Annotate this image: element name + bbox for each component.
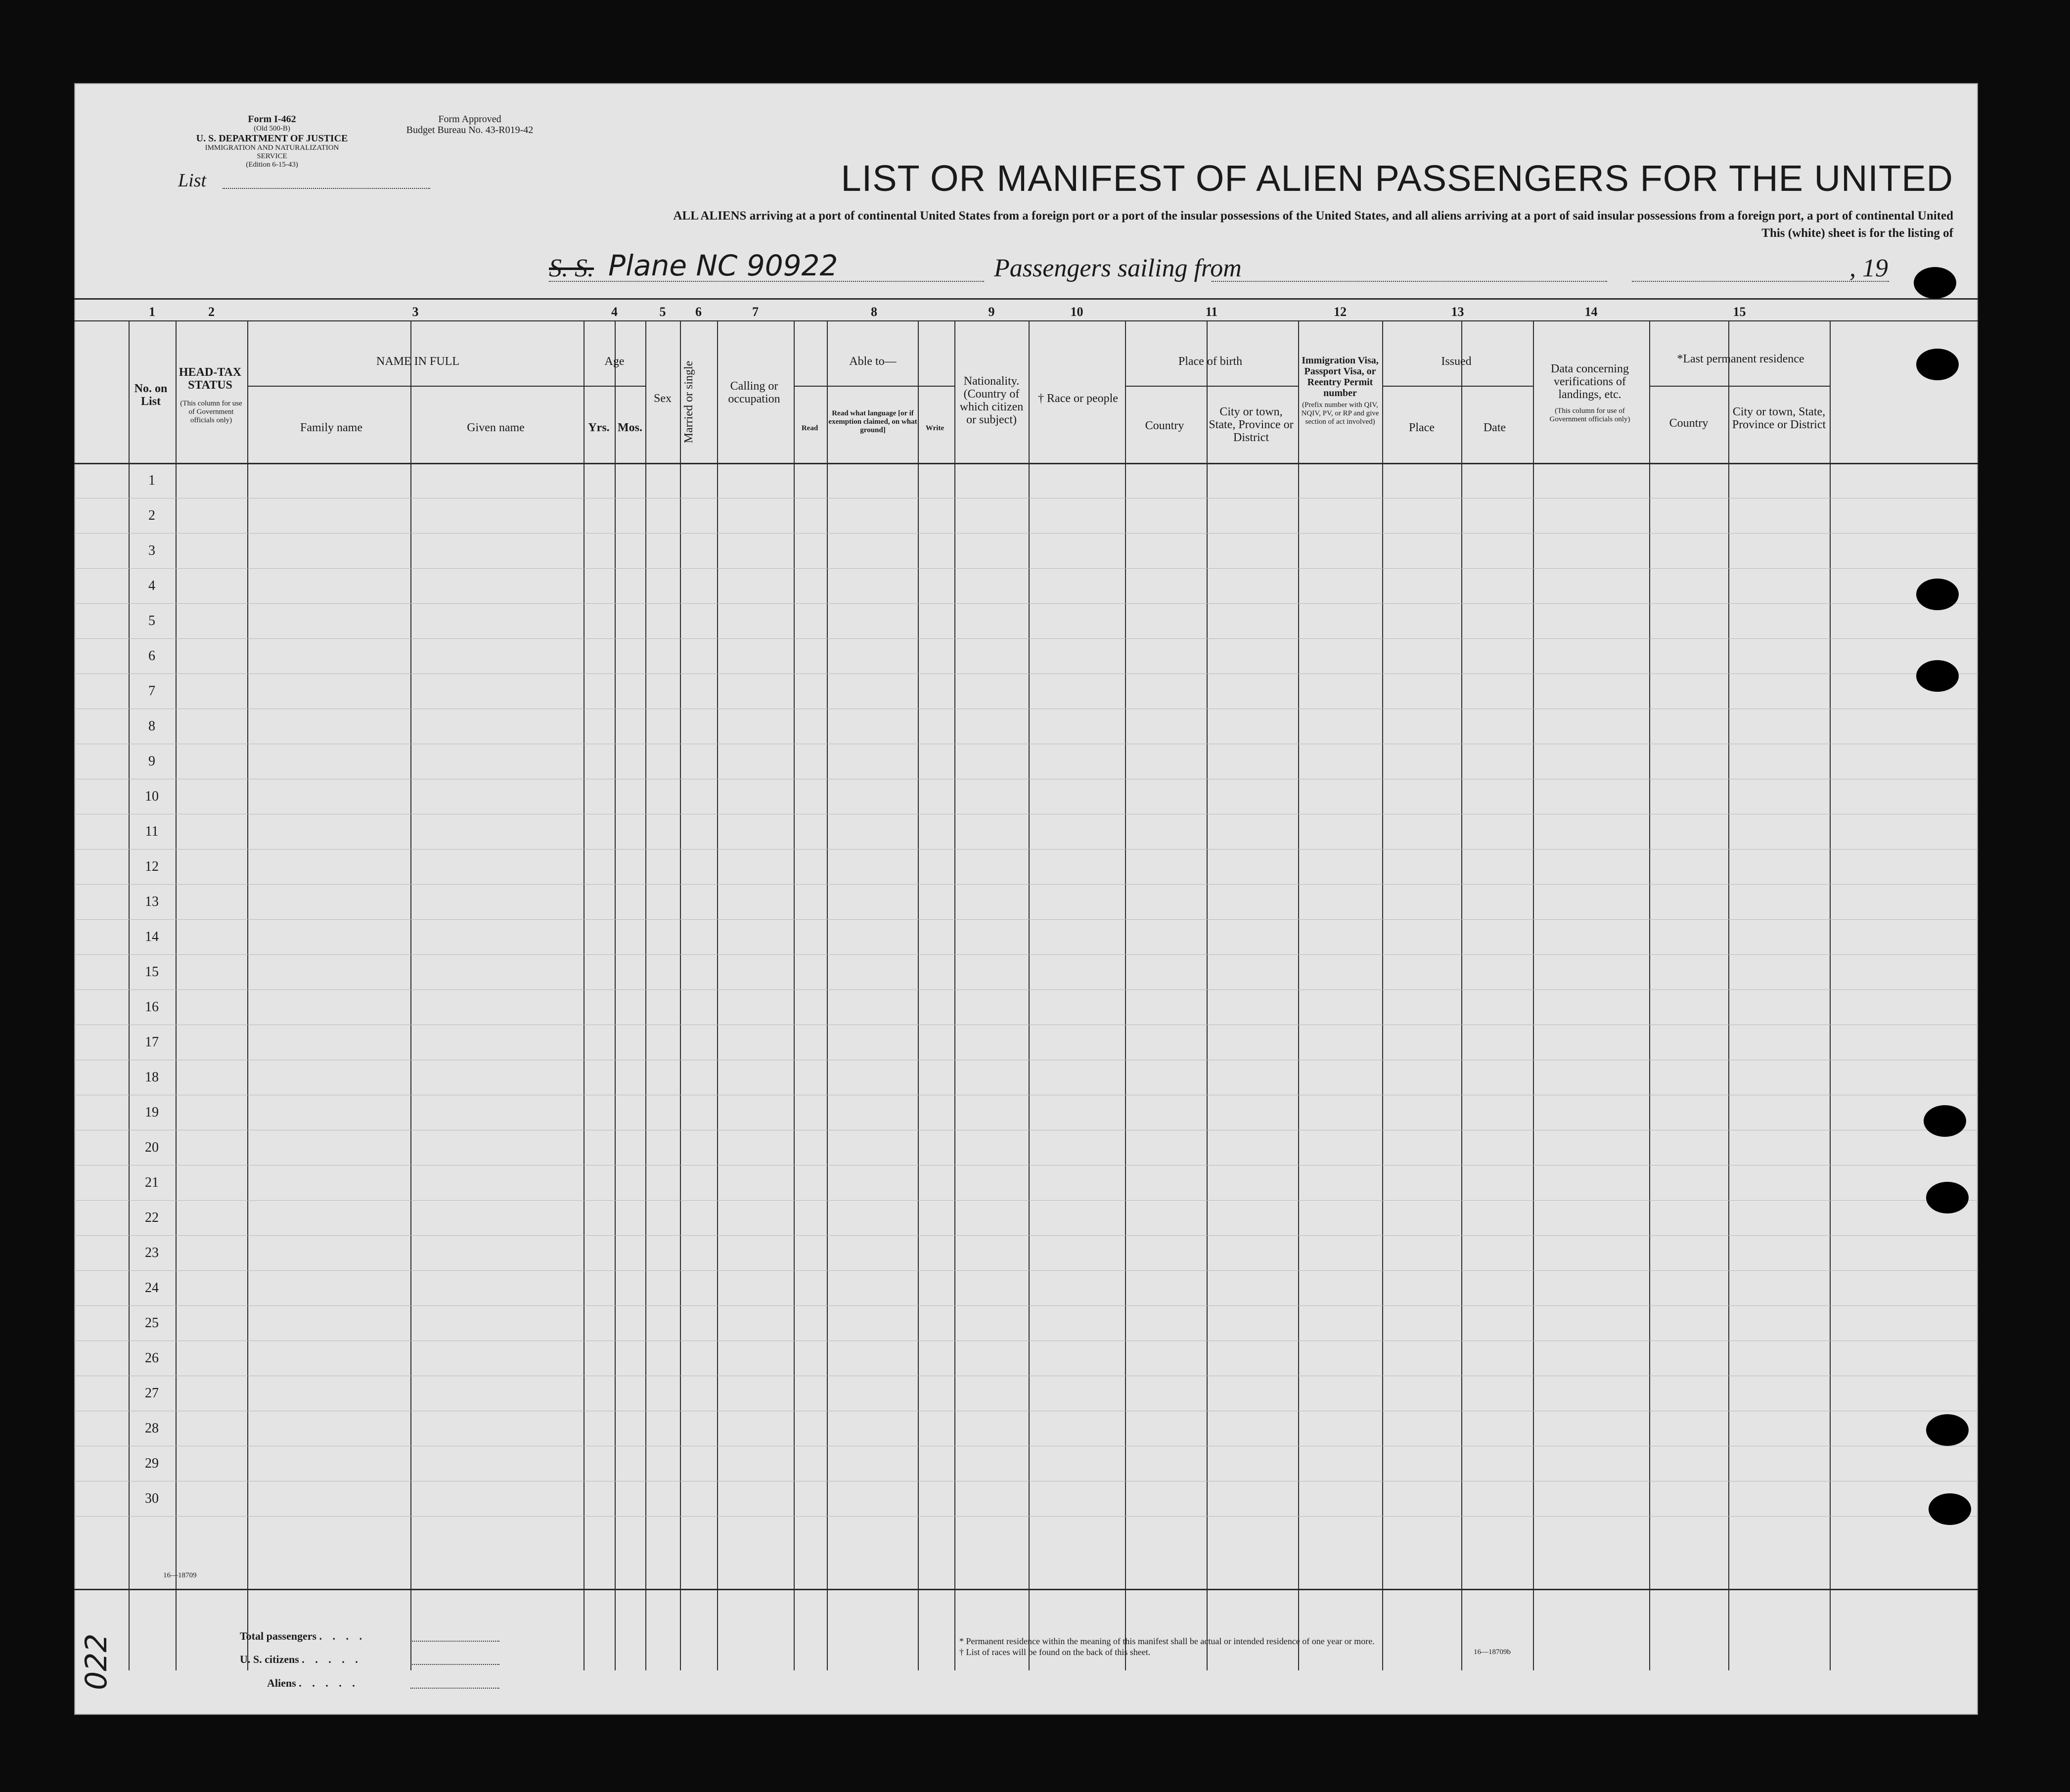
row-number: 24 (145, 1280, 159, 1296)
header-race: † Race or people (1038, 392, 1118, 405)
row-number: 30 (145, 1491, 159, 1506)
row-number: 28 (145, 1421, 159, 1436)
row-rule (74, 1305, 1978, 1306)
punch-hole (1929, 1493, 1971, 1525)
print-code-2: 16—18709b (1474, 1648, 1511, 1656)
row-number: 12 (145, 859, 159, 874)
edition-date: (Edition 6-15-43) (246, 161, 298, 169)
column-divider (1382, 320, 1383, 1670)
column-number-rule (74, 320, 1978, 321)
total-passengers-label: Total passengers (240, 1630, 317, 1642)
row-number: 15 (145, 964, 159, 980)
header-nationality: Nationality. (Country of which citizen or subject) (959, 375, 1024, 426)
row-number: 22 (145, 1210, 159, 1225)
row-number: 7 (148, 683, 155, 699)
page-title: LIST OR MANIFEST OF ALIEN PASSENGERS FOR THE UNITED (841, 158, 1953, 199)
subheader-rule (794, 386, 954, 387)
column-divider (176, 320, 177, 1670)
list-label: List (178, 170, 207, 191)
column-divider (954, 320, 955, 1670)
row-number: 8 (148, 718, 155, 734)
column-divider (1207, 320, 1208, 1670)
row-number: 23 (145, 1245, 159, 1260)
row-number: 6 (148, 648, 155, 664)
header-data-concerning: Data concerning verifications of landings, etc. (1551, 362, 1629, 401)
header-able-to: Able to— (849, 355, 897, 368)
header-issued: Issued (1441, 355, 1472, 368)
row-number: 14 (145, 929, 159, 944)
header-data-note: (This column for use of Government officials only) (1549, 407, 1630, 423)
footer-aliens: Aliens . . . . . (267, 1677, 359, 1689)
aliens-line (410, 1688, 499, 1689)
print-code: 16—18709 (163, 1571, 197, 1579)
row-number: 18 (145, 1070, 159, 1085)
row-rule (74, 1270, 1978, 1271)
column-divider (1298, 320, 1299, 1670)
column-number: 9 (988, 305, 995, 319)
row-number: 16 (145, 999, 159, 1015)
sailing-from-line (1212, 281, 1607, 282)
header-read-language: Read what language [or if exemption claimed, on what ground] (828, 409, 917, 434)
footnote-residence: * Permanent residence within the meaning of this manifest shall be actual or intended residence of one year or more. (959, 1636, 1375, 1646)
form-approved: Form Approved (438, 114, 501, 125)
row-number: 19 (145, 1105, 159, 1120)
form-number: Form I-462 (248, 114, 296, 125)
header-mos: Mos. (618, 421, 642, 434)
column-divider (717, 320, 718, 1670)
header-country: Country (1145, 419, 1184, 432)
row-number: 27 (145, 1386, 159, 1401)
row-number: 21 (145, 1175, 159, 1190)
row-number: 10 (145, 789, 159, 804)
row-number: 13 (145, 894, 159, 909)
column-divider (584, 320, 585, 1670)
row-number: 2 (148, 508, 155, 523)
column-number: 13 (1451, 305, 1464, 319)
column-divider (827, 320, 828, 1670)
header-place: Place (1409, 421, 1435, 434)
footer-us-citizens: U. S. citizens . . . . . (240, 1653, 362, 1665)
row-number: 1 (148, 473, 155, 488)
header-read: Read (801, 424, 818, 432)
subheader-rule (1125, 386, 1298, 387)
header-place-of-birth: Place of birth (1178, 355, 1243, 368)
header-visa-note: (Prefix number with QIV, NQIV, PV, or RP and give section of act involved) (1301, 401, 1379, 426)
row-number: 4 (148, 578, 155, 593)
row-rule (74, 1516, 1978, 1517)
punch-hole (1916, 349, 1959, 380)
header-yrs: Yrs. (588, 421, 610, 434)
subtitle-line-2: This (white) sheet is for the listing of (1761, 226, 1953, 240)
row-number: 29 (145, 1456, 159, 1471)
aliens-label: Aliens (267, 1677, 296, 1689)
column-divider (794, 320, 795, 1670)
header-family-name: Family name (300, 421, 362, 434)
header-visa: Immigration Visa, Passport Visa, or Reentry Permit number (1302, 355, 1379, 399)
table-bottom-rule (74, 1589, 1978, 1590)
row-number: 11 (145, 824, 159, 839)
column-number: 3 (412, 305, 419, 319)
sailing-from-label: Passengers sailing from (994, 254, 1242, 282)
punch-hole (1916, 660, 1959, 692)
column-divider (680, 320, 681, 1670)
row-rule (74, 884, 1978, 885)
row-number: 17 (145, 1034, 159, 1050)
row-rule (74, 989, 1978, 990)
column-divider (1533, 320, 1534, 1670)
punch-hole (1914, 267, 1956, 299)
column-number: 6 (695, 305, 702, 319)
row-rule (74, 1200, 1978, 1201)
column-divider (1461, 320, 1462, 1670)
column-number: 2 (208, 305, 215, 319)
vessel-name-handwritten: Plane NC 90922 (608, 249, 838, 282)
subheader-rule (1382, 386, 1533, 387)
header-head-tax-note: (This column for use of Government officials only) (180, 400, 242, 424)
header-head-tax: HEAD-TAX STATUS (179, 366, 242, 392)
row-rule (74, 673, 1978, 674)
row-number: 3 (148, 543, 155, 558)
row-rule (74, 568, 1978, 569)
footer-total-passengers: Total passengers . . . . (240, 1630, 366, 1642)
approval-block (391, 114, 549, 135)
column-number: 5 (659, 305, 666, 319)
department-name: U. S. DEPARTMENT OF JUSTICE (196, 133, 348, 144)
column-number: 8 (871, 305, 877, 319)
total-passengers-line (410, 1641, 499, 1642)
header-age: Age (604, 355, 625, 368)
row-rule (74, 638, 1978, 639)
subheader-rule (1649, 386, 1830, 387)
column-number: 11 (1205, 305, 1218, 319)
punch-hole (1926, 1182, 1969, 1213)
column-number: 4 (611, 305, 618, 319)
header-last-residence: *Last permanent residence (1677, 353, 1804, 365)
header-city-state-2: City or town, State, Province or District (1732, 405, 1826, 431)
row-rule (74, 1235, 1978, 1236)
column-divider (918, 320, 919, 1670)
column-divider (645, 320, 646, 1670)
column-number: 14 (1584, 305, 1598, 319)
old-form-number: (Old 500-B) (254, 125, 290, 133)
row-number: 9 (148, 754, 155, 769)
column-number: 15 (1733, 305, 1746, 319)
column-divider (410, 320, 411, 1670)
header-city-state: City or town, State, Province or District (1209, 405, 1294, 444)
header-calling: Calling or occupation (728, 380, 780, 405)
row-rule (74, 533, 1978, 534)
column-divider (1125, 320, 1126, 1670)
list-number-line (223, 188, 430, 189)
header-married-single: Married or single (682, 360, 695, 444)
subtitle-line-1: ALL ALIENS arriving at a port of continental United States from a foreign port or a port of the insular possessions of the United States, and all aliens arriving at a port of said insular possessions from a foreign port, a port of continental United (673, 209, 1953, 223)
column-divider (1830, 320, 1831, 1670)
row-rule (74, 603, 1978, 604)
header-no-on-list: No. on List (134, 382, 168, 408)
manifest-sheet (74, 83, 1978, 1715)
margin-handwritten-number: 022 (79, 1633, 114, 1690)
column-number: 10 (1070, 305, 1083, 319)
header-bottom-rule (74, 463, 1978, 464)
form-info-block (193, 114, 351, 169)
column-divider (1029, 320, 1030, 1670)
punch-hole (1924, 1105, 1966, 1137)
header-country-2: Country (1669, 417, 1709, 430)
bureau-number: Budget Bureau No. 43-R019-42 (406, 125, 534, 135)
row-number: 20 (145, 1140, 159, 1155)
footnote-races: † List of races will be found on the back of this sheet. (959, 1647, 1151, 1657)
column-divider (247, 320, 248, 1670)
us-citizens-label: U. S. citizens (240, 1653, 299, 1665)
header-name-in-full: NAME IN FULL (376, 355, 459, 368)
column-divider (1728, 320, 1729, 1670)
vessel-line (549, 281, 984, 282)
year-label: , 19 (1849, 254, 1888, 282)
row-rule (74, 919, 1978, 920)
header-sex: Sex (654, 392, 672, 405)
row-rule (74, 954, 1978, 955)
column-number: 12 (1334, 305, 1347, 319)
subheader-rule (584, 386, 645, 387)
subheader-rule (247, 386, 584, 387)
us-citizens-line (410, 1664, 499, 1665)
punch-hole (1926, 1414, 1969, 1446)
row-number: 25 (145, 1315, 159, 1331)
column-divider (1649, 320, 1650, 1670)
row-number: 5 (148, 613, 155, 628)
service-name: IMMIGRATION AND NATURALIZATION SERVICE (205, 144, 339, 160)
column-number: 1 (149, 305, 155, 319)
punch-hole (1916, 579, 1959, 610)
row-number: 26 (145, 1350, 159, 1366)
header-write: Write (925, 424, 945, 432)
header-date: Date (1483, 421, 1506, 434)
row-rule (74, 849, 1978, 850)
header-given-name: Given name (467, 421, 525, 434)
table-top-rule (74, 298, 1978, 300)
column-divider (615, 320, 616, 1670)
ss-label-struck: S. S. (549, 254, 594, 282)
column-number: 7 (752, 305, 759, 319)
